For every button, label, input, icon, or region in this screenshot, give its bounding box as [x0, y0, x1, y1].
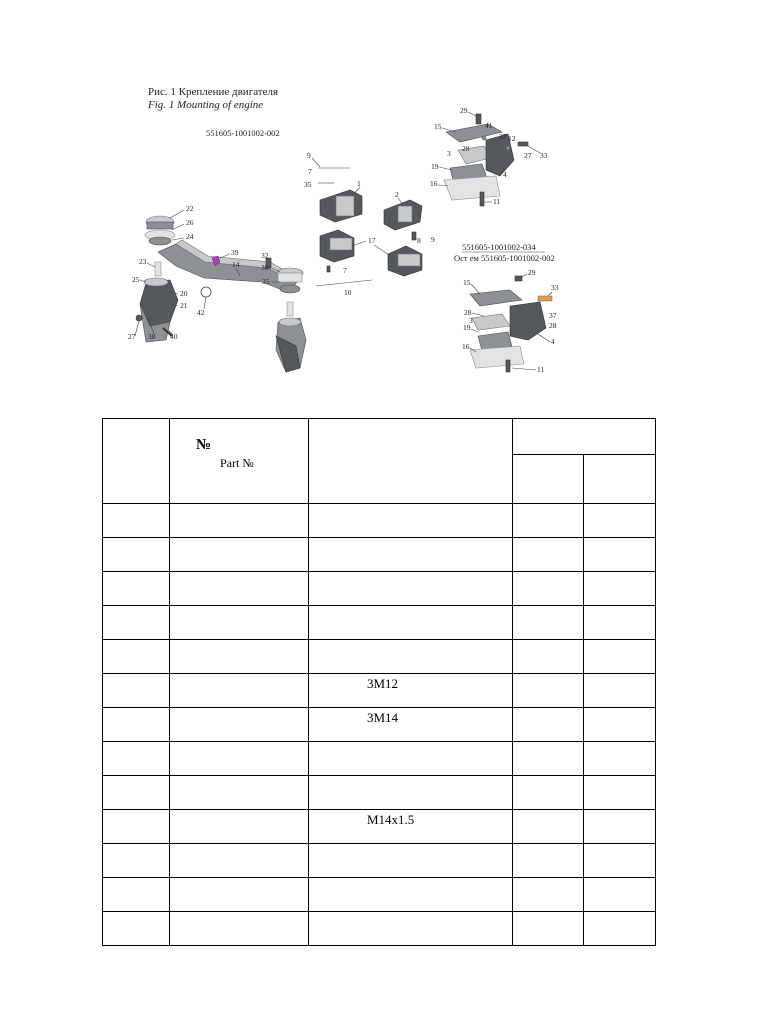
- callout-15b: 15: [463, 278, 471, 287]
- quantity-b-cell: [584, 674, 656, 708]
- callout-37: 37: [499, 132, 507, 141]
- part-number-cell: [170, 844, 309, 878]
- description-text: [309, 776, 512, 778]
- callout-4: 4: [503, 170, 507, 179]
- part-number-cell: [170, 912, 309, 946]
- header-position-cell: [103, 419, 170, 504]
- quantity-a-cell: [513, 606, 584, 640]
- description-text: [309, 538, 512, 540]
- description-text: [309, 572, 512, 574]
- header-description-cell: [309, 419, 513, 504]
- part-number-cell: [170, 708, 309, 742]
- table-row: [103, 708, 656, 742]
- description-cell: [309, 912, 513, 946]
- callout-1: 1: [357, 179, 361, 188]
- position-cell: [103, 640, 170, 674]
- part-number-cell: [170, 878, 309, 912]
- quantity-a-cell: [513, 844, 584, 878]
- description-cell: [309, 674, 513, 708]
- callout-39: 39: [231, 248, 239, 257]
- description-text: [309, 640, 512, 642]
- quantity-a-cell: [513, 878, 584, 912]
- quantity-a-cell: [513, 742, 584, 776]
- table-body: [103, 504, 656, 946]
- quantity-a-cell: [513, 708, 584, 742]
- quantity-a-cell: [513, 640, 584, 674]
- description-text: [309, 606, 512, 608]
- quantity-a-cell: [513, 504, 584, 538]
- part-number-cell: [170, 572, 309, 606]
- callout-24: 24: [186, 232, 194, 241]
- description-cell: [309, 844, 513, 878]
- middle-brackets: [316, 168, 422, 286]
- table-row: [103, 742, 656, 776]
- quantity-a-cell: [513, 776, 584, 810]
- quantity-b-cell: [584, 810, 656, 844]
- callout-14: 14: [232, 260, 240, 269]
- position-cell: [103, 844, 170, 878]
- callout-3b: 3: [469, 316, 473, 325]
- callout-38: 38: [148, 332, 156, 341]
- crossmember-assembly: [136, 216, 306, 372]
- callout-22: 22: [186, 204, 194, 213]
- quantity-b-cell: [584, 606, 656, 640]
- description-cell: [309, 538, 513, 572]
- table-row: [103, 878, 656, 912]
- description-text: [309, 742, 512, 744]
- quantity-a-cell: [513, 810, 584, 844]
- position-cell: [103, 912, 170, 946]
- description-text: [309, 912, 512, 914]
- part-number-cell: [170, 776, 309, 810]
- description-cell: [309, 640, 513, 674]
- description-cell: [309, 878, 513, 912]
- position-cell: [103, 674, 170, 708]
- callout-27: 27: [524, 151, 532, 160]
- description-cell: [309, 742, 513, 776]
- callout-29b: 29: [528, 268, 536, 277]
- description-cell: [309, 606, 513, 640]
- part-number-cell: [170, 538, 309, 572]
- part-number-cell: [170, 674, 309, 708]
- header-quantity-col-b: [584, 455, 656, 504]
- callout-7b: 7: [343, 266, 347, 275]
- callout-23: 23: [139, 257, 147, 266]
- quantity-a-cell: [513, 538, 584, 572]
- callout-37b: 37: [549, 311, 557, 320]
- callout-17: 17: [368, 236, 376, 245]
- header-number-symbol: №: [196, 437, 212, 453]
- description-cell: [309, 776, 513, 810]
- part-number-cell: [170, 742, 309, 776]
- callout-28c: 28: [549, 321, 557, 330]
- figure-caption-ru: Рис. 1 Крепление двигателя: [148, 86, 279, 98]
- assembly-number-alt: 551605-1001002-034: [462, 242, 536, 252]
- quantity-b-cell: [584, 912, 656, 946]
- description-text: 3M12: [367, 676, 399, 691]
- callout-33: 33: [540, 151, 548, 160]
- quantity-b-cell: [584, 742, 656, 776]
- callout-16: 16: [430, 179, 438, 188]
- callout-3: 3: [447, 149, 451, 158]
- description-cell: [309, 504, 513, 538]
- callout-2: 2: [395, 190, 399, 199]
- description-cell: [309, 810, 513, 844]
- callout-10: 10: [344, 288, 352, 297]
- position-cell: [103, 742, 170, 776]
- callout-7: 7: [308, 167, 312, 176]
- part-number-cell: [170, 810, 309, 844]
- callout-40: 40: [170, 332, 178, 341]
- table-row: [103, 606, 656, 640]
- figure-caption-en: Fig. 1 Mounting of engine: [148, 99, 264, 111]
- callout-26: 26: [186, 218, 194, 227]
- quantity-b-cell: [584, 708, 656, 742]
- part-number-cell: [170, 504, 309, 538]
- table-row: [103, 776, 656, 810]
- callout-4b: 4: [551, 337, 555, 346]
- quantity-b-cell: [584, 538, 656, 572]
- callout-29: 29: [460, 106, 468, 115]
- description-text: 3M14: [367, 710, 399, 725]
- table-row: [103, 640, 656, 674]
- assembly-alt-note: Ост ем 551605-1001002-002: [454, 253, 555, 263]
- callout-19: 19: [431, 162, 439, 171]
- callout-42: 42: [197, 308, 205, 317]
- callout-15: 15: [434, 122, 442, 131]
- quantity-b-cell: [584, 504, 656, 538]
- callout-9b: 9: [431, 235, 435, 244]
- header-part-number-label: Part №: [220, 456, 254, 470]
- callout-21: 21: [180, 301, 188, 310]
- callout-12: 12: [508, 134, 516, 143]
- engine-mounting-figure: [0, 0, 768, 400]
- quantity-b-cell: [584, 878, 656, 912]
- parts-table: [102, 418, 656, 946]
- header-quantity-col-a: [513, 455, 584, 504]
- table-row: [103, 674, 656, 708]
- lower-right-assembly: [470, 276, 552, 372]
- table-row: [103, 844, 656, 878]
- callout-28: 28: [462, 144, 470, 153]
- position-cell: [103, 538, 170, 572]
- callout-8: 8: [417, 236, 421, 245]
- table-row: [103, 572, 656, 606]
- quantity-b-cell: [584, 776, 656, 810]
- description-text: M14x1.5: [367, 812, 415, 827]
- position-cell: [103, 878, 170, 912]
- callout-11b: 11: [537, 365, 545, 374]
- callout-35: 35: [304, 180, 312, 189]
- quantity-b-cell: [584, 844, 656, 878]
- quantity-a-cell: [513, 572, 584, 606]
- quantity-b-cell: [584, 572, 656, 606]
- table-row: [103, 810, 656, 844]
- callout-27b: 27: [128, 332, 136, 341]
- callout-20: 20: [180, 289, 188, 298]
- quantity-a-cell: [513, 912, 584, 946]
- header-part-number-cell: [170, 419, 309, 504]
- description-cell: [309, 708, 513, 742]
- position-cell: [103, 504, 170, 538]
- callout-32: 32: [261, 251, 269, 260]
- description-cell: [309, 572, 513, 606]
- quantity-b-cell: [584, 640, 656, 674]
- position-cell: [103, 572, 170, 606]
- callout-11: 11: [493, 197, 501, 206]
- position-cell: [103, 776, 170, 810]
- table-row: [103, 538, 656, 572]
- table-row: [103, 504, 656, 538]
- callout-25: 25: [132, 275, 140, 284]
- callout-35b: 35: [262, 277, 270, 286]
- callout-16b: 16: [462, 342, 470, 351]
- table-row: [103, 912, 656, 946]
- position-cell: [103, 606, 170, 640]
- quantity-a-cell: [513, 674, 584, 708]
- part-number-cell: [170, 606, 309, 640]
- callout-36: 36: [261, 263, 269, 272]
- description-text: [309, 878, 512, 880]
- description-text: [309, 504, 512, 506]
- callout-19b: 19: [463, 323, 471, 332]
- callout-41: 41: [485, 121, 493, 130]
- callout-28b: 28: [464, 308, 472, 317]
- position-cell: [103, 810, 170, 844]
- callout-9: 9: [307, 151, 311, 160]
- callout-33b: 33: [551, 283, 559, 292]
- assembly-number-main: 551605-1001002-002: [206, 128, 280, 138]
- header-quantity-group-cell: [513, 419, 656, 455]
- part-number-cell: [170, 640, 309, 674]
- position-cell: [103, 708, 170, 742]
- description-text: [309, 844, 512, 846]
